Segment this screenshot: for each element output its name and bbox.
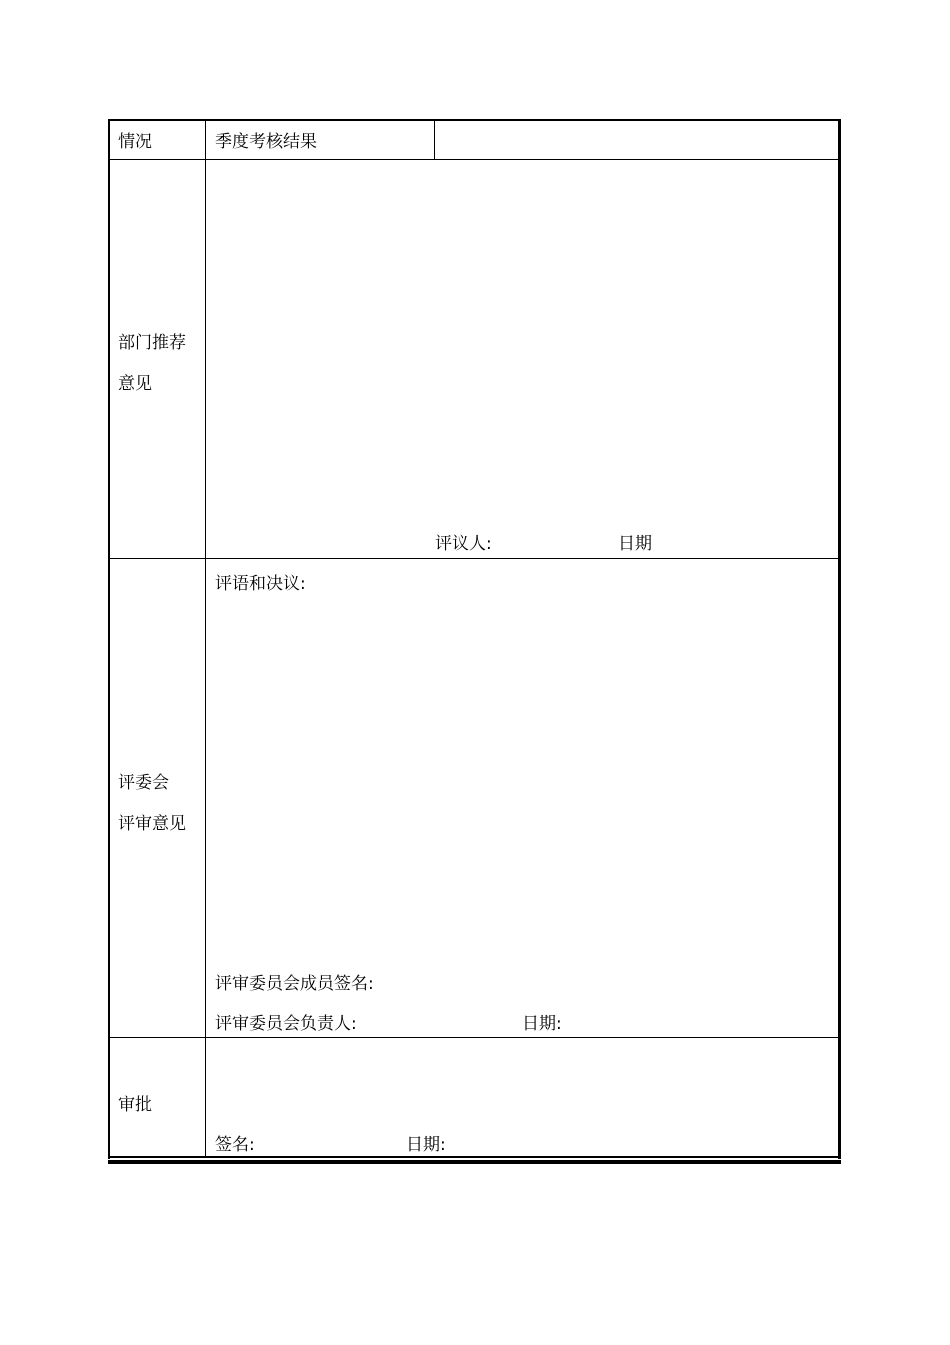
- reviewer-label: 评议人:: [435, 534, 492, 554]
- approval-date-label: 日期:: [406, 1135, 446, 1155]
- table-border-right: [838, 119, 841, 1159]
- approval-sign-label: 签名:: [215, 1135, 255, 1155]
- row-divider-1: [108, 159, 841, 160]
- quarterly-result-label: 季度考核结果: [215, 132, 317, 152]
- row-divider-2: [108, 558, 841, 559]
- approval-field[interactable]: [207, 1039, 837, 1127]
- approval-label: 审批: [118, 1095, 152, 1115]
- dept-label-line2: 意见: [118, 374, 152, 394]
- committee-head-label: 评审委员会负责人:: [215, 1014, 357, 1034]
- comment-label: 评语和决议:: [215, 574, 306, 594]
- committee-opinion-field[interactable]: [207, 600, 837, 960]
- table-border-left: [108, 119, 110, 1159]
- result-cell-divider: [434, 119, 435, 160]
- quarterly-result-field[interactable]: [436, 121, 837, 158]
- table-bottom-rule: [108, 1160, 841, 1164]
- table-border-bottom: [108, 1156, 841, 1158]
- members-sign-label: 评审委员会成员签名:: [215, 974, 374, 994]
- dept-date-label: 日期: [618, 534, 652, 554]
- committee-date-label: 日期:: [522, 1014, 562, 1034]
- dept-label-line1: 部门推荐: [118, 333, 186, 353]
- column-divider: [205, 119, 206, 1158]
- status-label: 情况: [118, 132, 152, 152]
- committee-label-line1: 评委会: [118, 773, 169, 793]
- row-divider-3: [108, 1037, 841, 1038]
- committee-label-line2: 评审意见: [118, 814, 186, 834]
- dept-opinion-field[interactable]: [207, 161, 837, 521]
